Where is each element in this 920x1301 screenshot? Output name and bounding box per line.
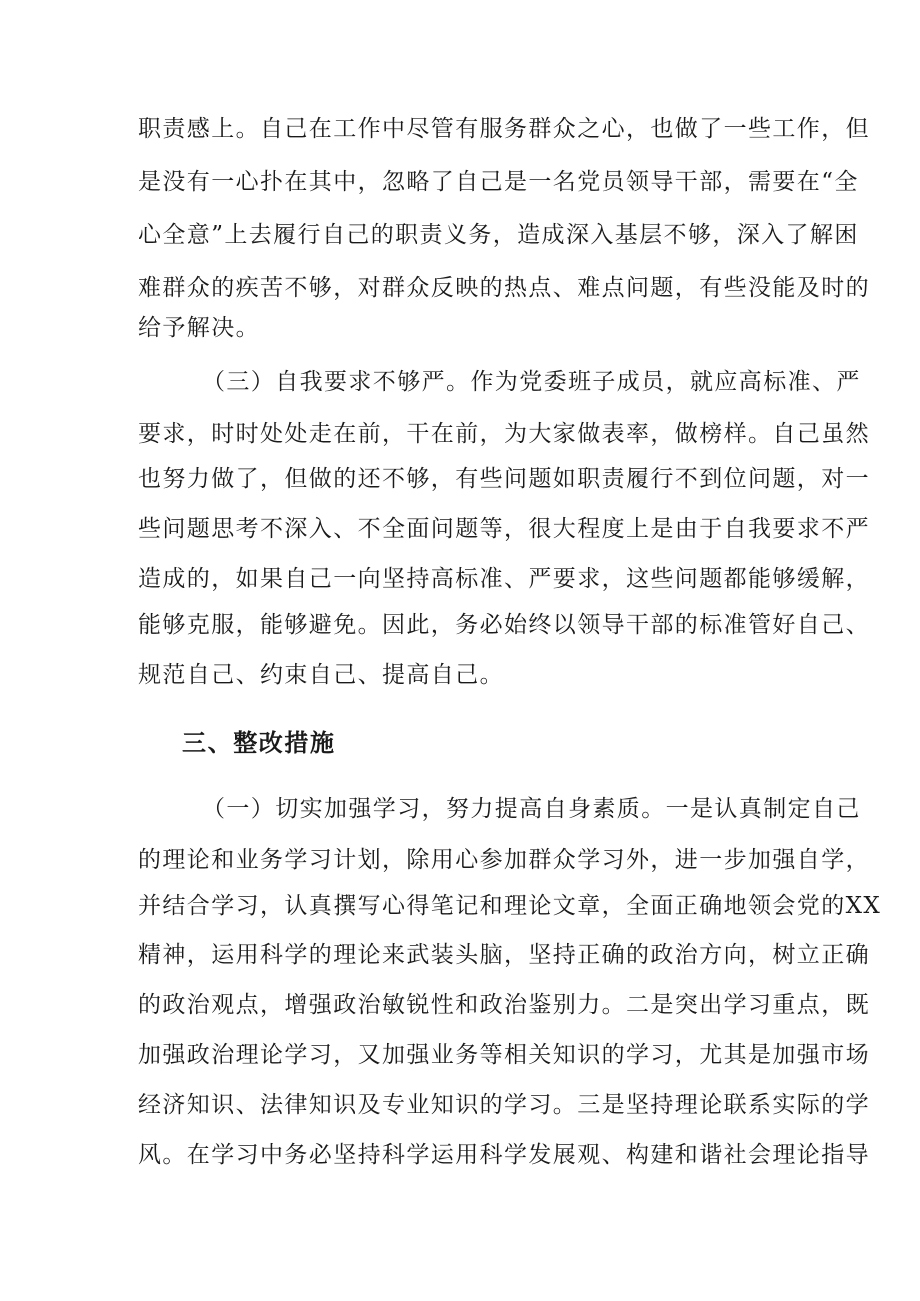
paragraph-3-line-3: 并结合学习，认真撰写心得笔记和理论文章，全面正确地领会党的XX xyxy=(138,893,882,919)
paragraph-1-line-1: 职责感上。自己在工作中尽管有服务群众之心，也做了一些工作，但 xyxy=(138,116,870,142)
paragraph-1-line-4: 难群众的疾苦不够，对群众反映的热点、难点问题，有些没能及时的 xyxy=(138,275,870,301)
paragraph-1-line-2: 是没有一心扑在其中，忽略了自己是一名党员领导干部，需要在“全 xyxy=(138,169,859,195)
paragraph-3-line-4: 精神，运用科学的理论来武装头脑，坚持正确的政治方向，树立正确 xyxy=(138,942,870,968)
paragraph-2-line-1: （三）自我要求不够严。作为党委班子成员，就应高标准、严 xyxy=(202,369,861,395)
paragraph-3-line-7: 经济知识、法律知识及专业知识的学习。三是坚持理论联系实际的学 xyxy=(138,1092,870,1118)
paragraph-2-line-6: 能够克服，能够避免。因此，务必始终以领导干部的标准管好自己、 xyxy=(138,612,870,638)
paragraph-2-line-2: 要求，时时处处走在前，干在前，为大家做表率，做榜样。自己虽然 xyxy=(138,421,870,447)
paragraph-2-line-4: 些问题思考不深入、不全面问题等，很大程度上是由于自我要求不严 xyxy=(138,516,870,542)
paragraph-2-line-3: 也努力做了，但做的还不够，有些问题如职责履行不到位问题，对一 xyxy=(138,466,870,492)
paragraph-3-line-1: （一）切实加强学习，努力提高自身素质。一是认真制定自己 xyxy=(202,796,861,822)
paragraph-3-line-6: 加强政治理论学习，又加强业务等相关知识的学习，尤其是加强市场 xyxy=(138,1042,870,1068)
paragraph-1-line-5: 给予解决。 xyxy=(138,315,260,341)
paragraph-3-line-8: 风。在学习中务必坚持科学运用科学发展观、构建和谐社会理论指导 xyxy=(138,1142,870,1168)
paragraph-2-line-5: 造成的，如果自己一向坚持高标准、严要求，这些问题都能够缓解， xyxy=(138,566,870,592)
section-heading: 三、整改措施 xyxy=(182,729,336,757)
paragraph-3-line-5: 的政治观点，增强政治敏锐性和政治鉴别力。二是突出学习重点，既 xyxy=(138,992,870,1018)
paragraph-3-line-2: 的理论和业务学习计划，除用心参加群众学习外，进一步加强自学， xyxy=(138,847,870,873)
paragraph-1-line-3: 心全意”上去履行自己的职责义务，造成深入基层不够，深入了解困 xyxy=(138,222,859,248)
paragraph-2-line-7: 规范自己、约束自己、提高自己。 xyxy=(138,662,504,688)
